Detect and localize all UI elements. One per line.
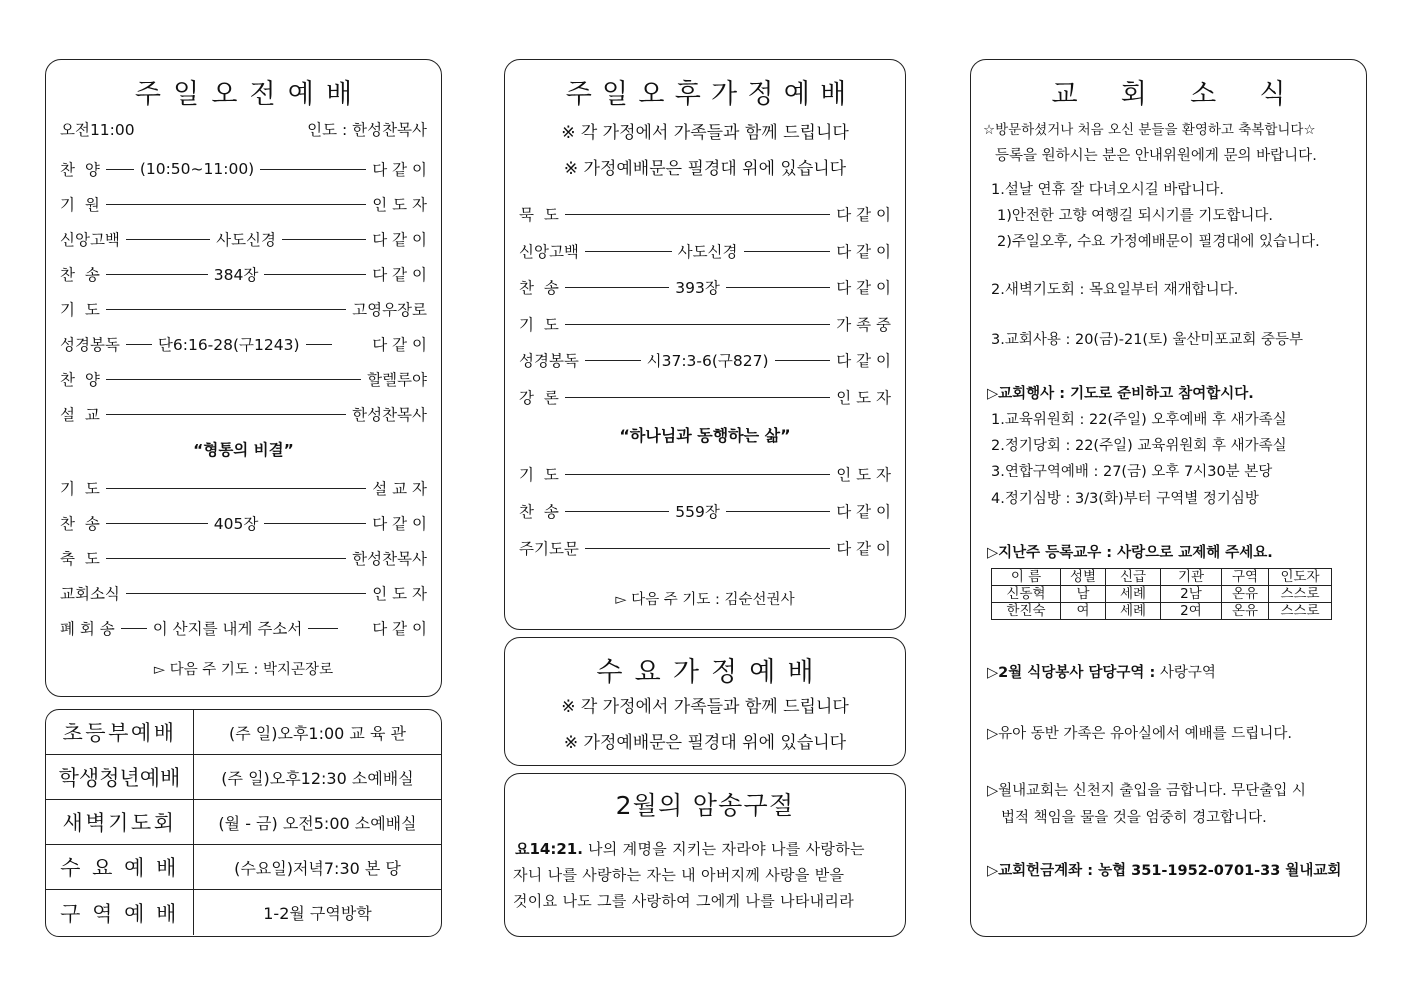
order-label: 기 원 <box>60 196 100 214</box>
table-cell: 한진숙 <box>992 603 1061 620</box>
order-label: 교회소식 <box>60 585 120 603</box>
schedule-table <box>45 709 442 937</box>
panel-title: 교회소식 <box>1051 79 1329 110</box>
order-label: 묵 도 <box>519 206 559 224</box>
order-performer: 가 족 중 <box>836 316 891 334</box>
table-cell: 2남 <box>1161 586 1222 603</box>
verse-line: 자니 나를 사랑하는 자는 내 아버지께 사랑을 받을 <box>513 866 845 884</box>
order-row <box>519 500 891 522</box>
order-row <box>60 333 427 355</box>
order-performer: 다 같 이 <box>836 503 891 521</box>
offering-account: ▷교회헌금계좌 : 농협 351-1952-0701-33 월내교회 <box>987 863 1342 879</box>
schedule-name: 새벽기도회 <box>46 800 194 844</box>
order-label: 폐 회 송 <box>60 620 115 638</box>
schedule-row <box>46 890 441 935</box>
table-header: 이 름 <box>992 569 1061 586</box>
order-row <box>60 403 427 425</box>
order-detail: 559장 <box>675 503 720 521</box>
schedule-row <box>46 800 441 845</box>
order-row <box>60 582 427 604</box>
notice-line: ※ 각 가정에서 가족들과 함께 드립니다 <box>561 123 849 143</box>
order-detail: 사도신경 <box>677 243 738 261</box>
schedule-row <box>46 845 441 890</box>
order-row <box>60 477 427 499</box>
order-row <box>519 463 891 485</box>
warning-line: 법적 책임을 물을 것을 엄중히 경고합니다. <box>1001 810 1267 826</box>
wednesday-panel <box>504 637 906 766</box>
table-header: 성별 <box>1061 569 1106 586</box>
verse-line: 것이요 나도 그를 사랑하여 그에게 나를 나타내리라 <box>513 892 855 910</box>
table-header: 기관 <box>1161 569 1222 586</box>
notice-line: ※ 각 가정에서 가족들과 함께 드립니다 <box>561 697 849 717</box>
schedule-row <box>46 710 441 755</box>
service-leader: 인도 : 한성찬목사 <box>307 121 427 139</box>
notice-line: ※ 가정예배문은 필경대 위에 있습니다 <box>563 159 847 179</box>
order-performer: 다 같 이 <box>836 540 891 558</box>
order-label: 기 도 <box>519 466 559 484</box>
schedule-time: (주 일)오후12:30 소예배실 <box>221 768 414 788</box>
verse-line: 나의 계명을 지키는 자라야 나를 사랑하는 <box>582 840 865 858</box>
order-performer: 다 같 이 <box>836 243 891 261</box>
order-detail: 시37:3-6(구827) <box>646 352 769 370</box>
schedule-name: 학생청년예배 <box>46 755 194 799</box>
order-label: 찬 양 <box>60 371 100 389</box>
table-cell: 신동혁 <box>992 586 1061 603</box>
order-label: 주기도문 <box>519 540 579 558</box>
order-performer: 다 같 이 <box>372 620 427 638</box>
order-performer: 인 도 자 <box>836 389 891 407</box>
order-label: 찬 송 <box>519 279 559 297</box>
order-performer: 다 같 이 <box>372 231 427 249</box>
panel-title: 수요가정예배 <box>596 657 826 688</box>
sunday-morning-panel <box>45 59 442 697</box>
order-row <box>60 263 427 285</box>
next-prayer: ▻ 다음 주 기도 : 박지곤장로 <box>153 662 334 678</box>
order-label: 찬 송 <box>60 515 100 533</box>
verse-reference: 요14:21. <box>515 840 583 858</box>
next-prayer: ▻ 다음 주 기도 : 김순선권사 <box>615 592 795 608</box>
order-row <box>60 512 427 534</box>
news-subitem: 2)주일오후, 수요 가정예배문이 필경대에 있습니다. <box>997 234 1320 250</box>
order-performer: 할렐루야 <box>367 371 427 389</box>
order-row <box>519 537 891 559</box>
table-cell: 스스로 <box>1269 603 1332 620</box>
order-row <box>60 368 427 390</box>
sermon-title: “하나님과 동행하는 삶” <box>619 426 791 445</box>
sunday-afternoon-panel <box>504 59 906 630</box>
order-detail: 단6:16-28(구1243) <box>157 336 300 354</box>
schedule-time: (주 일)오후1:00 교 육 관 <box>229 723 406 743</box>
order-detail: 384장 <box>213 266 259 284</box>
order-label: 찬 송 <box>60 266 100 284</box>
registration-table <box>991 568 1332 620</box>
news-item: 1.설날 연휴 잘 다녀오시길 바랍니다. <box>991 182 1224 198</box>
meal-service-label: ▷2월 식당봉사 담당구역 : <box>987 665 1156 681</box>
order-label: 기 도 <box>60 480 100 498</box>
infant-notice: ▷유아 동반 가족은 유아실에서 예배를 드립니다. <box>987 726 1292 742</box>
order-performer: 다 같 이 <box>836 279 891 297</box>
table-cell: 남 <box>1061 586 1106 603</box>
order-row <box>519 386 891 408</box>
order-performer: 다 같 이 <box>372 515 427 533</box>
events-heading: ▷교회행사 : 기도로 준비하고 참여합시다. <box>987 386 1254 402</box>
panel-title: 주일오전예배 <box>134 79 365 110</box>
order-row <box>60 547 427 569</box>
schedule-time: (수요일)저녁7:30 본 당 <box>234 858 401 878</box>
order-label: 찬 송 <box>519 503 559 521</box>
order-label: 기 도 <box>519 316 559 334</box>
panel-title: 주일오후가정예배 <box>565 79 857 110</box>
order-label: 찬 양 <box>60 161 100 179</box>
order-row <box>519 313 891 335</box>
table-cell: 세례 <box>1106 603 1161 620</box>
order-row <box>60 298 427 320</box>
table-header-row <box>992 569 1332 586</box>
order-detail: 이 산지를 내게 주소서 <box>152 620 303 638</box>
order-detail: (10:50~11:00) <box>139 160 255 178</box>
order-label: 신앙고백 <box>60 231 120 249</box>
order-row <box>60 158 427 180</box>
panel-title: 2월의 암송구절 <box>615 791 795 820</box>
order-performer: 다 같 이 <box>836 206 891 224</box>
order-performer: 인 도 자 <box>836 466 891 484</box>
table-header: 구역 <box>1222 569 1269 586</box>
schedule-name: 초등부예배 <box>46 710 194 754</box>
order-performer: 다 같 이 <box>372 336 427 354</box>
order-performer: 한성찬목사 <box>352 550 427 568</box>
news-item: 3.교회사용 : 20(금)-21(토) 울산미포교회 중등부 <box>991 332 1304 348</box>
order-row <box>60 617 427 639</box>
sermon-title: “형통의 비결” <box>193 441 294 459</box>
order-performer: 다 같 이 <box>836 352 892 370</box>
order-label: 설 교 <box>60 406 100 424</box>
order-label: 축 도 <box>60 550 100 568</box>
order-detail: 393장 <box>675 279 720 297</box>
order-row <box>519 240 891 262</box>
registration-heading: ▷지난주 등록교우 : 사랑으로 교제해 주세요. <box>987 545 1273 561</box>
order-performer: 설 교 자 <box>372 480 427 498</box>
table-cell: 스스로 <box>1269 586 1332 603</box>
event-item: 1.교육위원회 : 22(주일) 오후예배 후 새가족실 <box>991 412 1287 428</box>
order-detail: 사도신경 <box>216 231 277 249</box>
order-row <box>519 349 891 371</box>
order-performer: 인 도 자 <box>372 585 427 603</box>
order-label: 기 도 <box>60 301 100 319</box>
meal-service <box>987 661 1354 682</box>
event-item: 4.정기심방 : 3/3(화)부터 구역별 정기심방 <box>991 491 1259 507</box>
order-performer: 인 도 자 <box>372 196 427 214</box>
table-cell: 여 <box>1061 603 1106 620</box>
table-cell: 온유 <box>1222 586 1269 603</box>
order-label: 성경봉독 <box>60 336 120 354</box>
order-label: 신앙고백 <box>519 243 579 261</box>
news-item: 2.새벽기도회 : 목요일부터 재개합니다. <box>991 282 1239 298</box>
order-row <box>60 193 427 215</box>
table-cell: 2여 <box>1161 603 1222 620</box>
event-item: 2.정기당회 : 22(주일) 교육위원회 후 새가족실 <box>991 438 1287 454</box>
welcome-line: ☆방문하셨거나 처음 오신 분들을 환영하고 축복합니다☆ <box>983 122 1316 138</box>
table-header: 신급 <box>1106 569 1161 586</box>
order-label: 성경봉독 <box>519 352 579 370</box>
order-performer: 한성찬목사 <box>352 406 427 424</box>
church-news-panel <box>970 59 1367 937</box>
table-row <box>992 586 1332 603</box>
order-label: 강 론 <box>519 389 559 407</box>
order-row <box>60 228 427 250</box>
notice-line: ※ 가정예배문은 필경대 위에 있습니다 <box>563 733 847 753</box>
order-performer: 고영우장로 <box>352 301 427 319</box>
order-row <box>519 203 891 225</box>
news-subitem: 1)안전한 고향 여행길 되시기를 기도합니다. <box>997 208 1274 224</box>
table-row <box>992 603 1332 620</box>
order-row <box>519 276 891 298</box>
order-performer: 다 같 이 <box>372 161 427 179</box>
schedule-time: (월 - 금) 오전5:00 소예배실 <box>218 813 417 833</box>
schedule-name: 구 역 예 배 <box>46 890 194 935</box>
service-time: 오전11:00 <box>60 121 135 139</box>
table-header: 인도자 <box>1269 569 1332 586</box>
schedule-time: 1-2월 구역방학 <box>263 904 372 923</box>
memory-verse-panel <box>504 773 906 937</box>
table-cell: 온유 <box>1222 603 1269 620</box>
verse-text <box>513 836 897 914</box>
schedule-name: 수 요 예 배 <box>46 845 194 889</box>
event-item: 3.연합구역예배 : 27(금) 오후 7시30분 본당 <box>991 464 1273 480</box>
meal-service-value: 사랑구역 <box>1155 665 1216 681</box>
table-cell: 세례 <box>1106 586 1161 603</box>
schedule-row <box>46 755 441 800</box>
order-detail: 405장 <box>213 515 259 533</box>
order-performer: 다 같 이 <box>372 266 427 284</box>
warning-line: ▷월내교회는 신천지 출입을 금합니다. 무단출입 시 <box>987 783 1306 799</box>
welcome-line: 등록을 원하시는 분은 안내위원에게 문의 바랍니다. <box>995 148 1317 164</box>
